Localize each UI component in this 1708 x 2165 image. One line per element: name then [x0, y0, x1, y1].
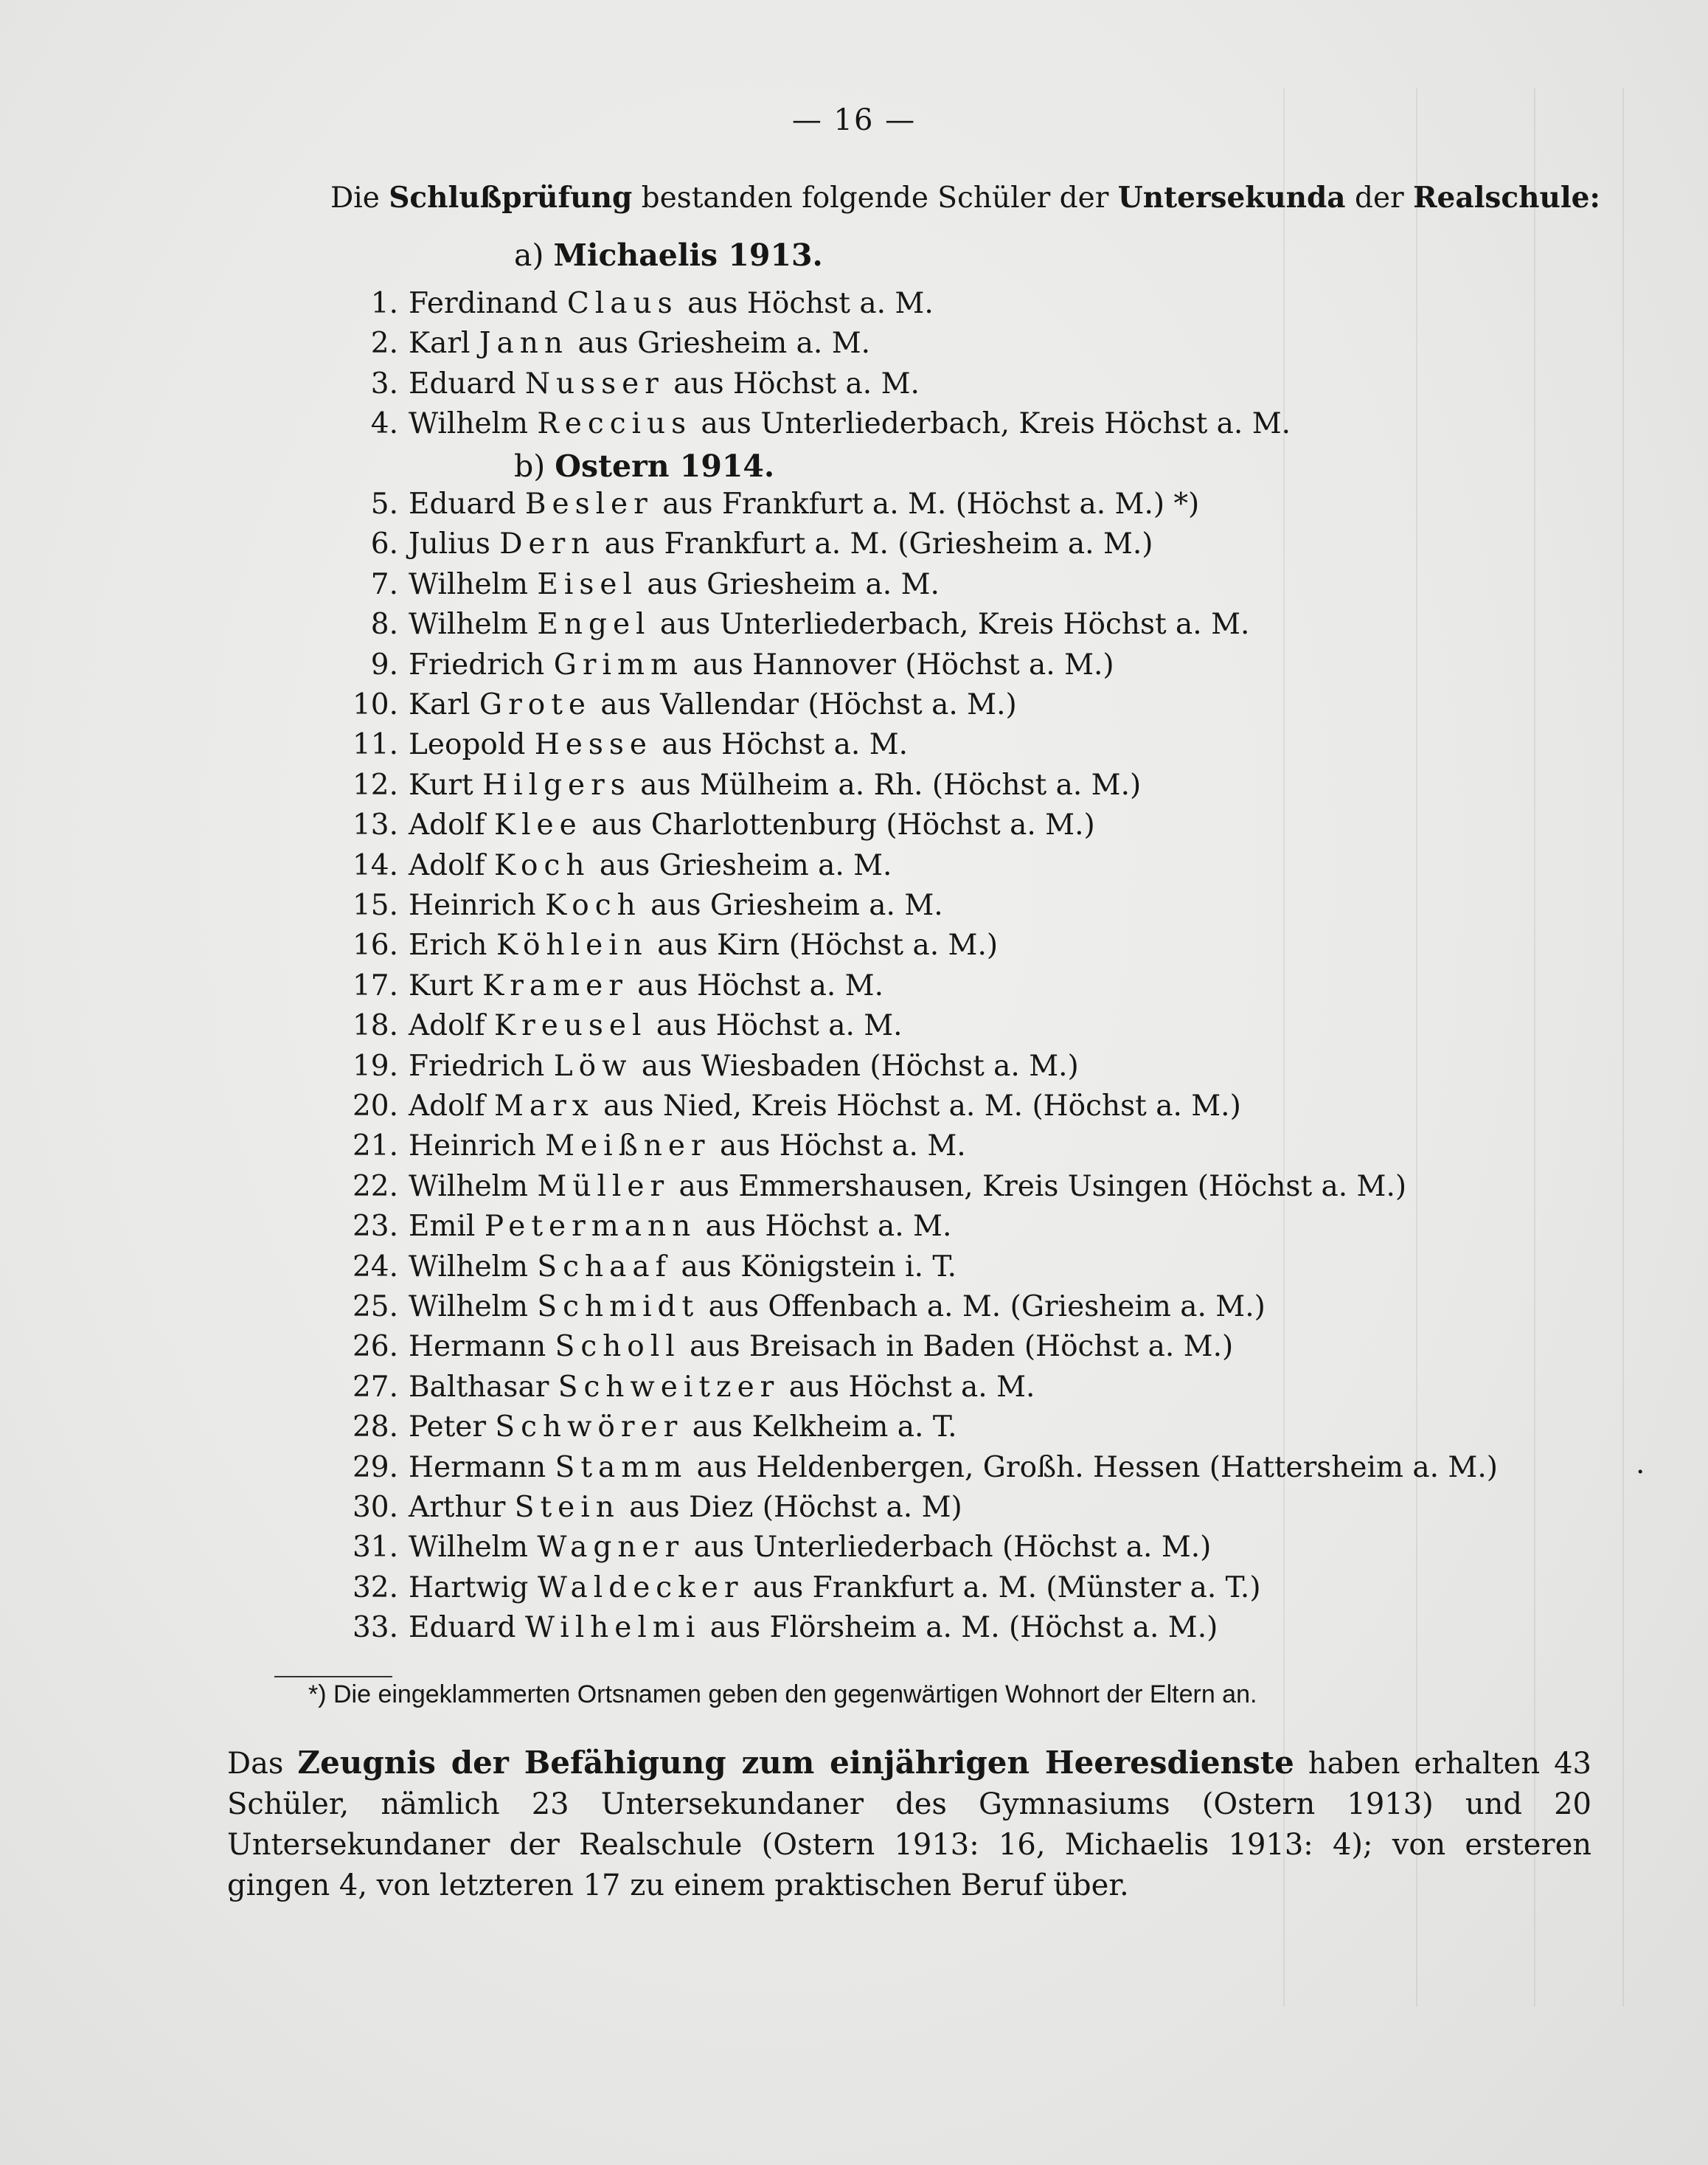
entry-number: 5. — [370, 488, 398, 521]
entry-origin: aus Offenbach a. M. (Griesheim a. M.) — [708, 1290, 1266, 1323]
entry-origin: aus Höchst a. M. — [705, 1210, 952, 1244]
list-item — [330, 1528, 1211, 1568]
entry-origin: aus Unterliederbach (Höchst a. M.) — [693, 1531, 1212, 1565]
footnote: *) Die eingeklammerten Ortsnamen geben den gegenwärtigen Wohnort der Eltern an. — [308, 1680, 1257, 1708]
entry-surname: Hesse — [534, 728, 653, 762]
entry-origin: aus Frankfurt a. M. (Höchst a. M.) *) — [662, 488, 1200, 521]
entry-first-name: Heinrich — [409, 1129, 536, 1163]
entry-origin: aus Hannover (Höchst a. M.) — [692, 648, 1114, 682]
entry-surname: Schweitzer — [558, 1370, 780, 1404]
entry-origin: aus Breisach in Baden (Höchst a. M.) — [690, 1330, 1234, 1364]
list-item — [330, 324, 870, 364]
entry-origin: aus Griesheim a. M. — [577, 327, 871, 361]
list-item — [330, 1327, 1233, 1367]
list-item — [330, 524, 1153, 564]
list-item — [330, 1448, 1498, 1488]
entry-surname: Wilhelmi — [524, 1611, 701, 1645]
entry-surname: Jann — [479, 327, 569, 361]
list-item — [330, 1207, 951, 1247]
list-item — [330, 846, 892, 886]
entry-surname: Schmidt — [537, 1290, 700, 1323]
intro-colon: : — [1589, 181, 1600, 215]
entry-first-name: Wilhelm — [409, 1250, 528, 1284]
entry-number: 9. — [370, 648, 398, 682]
entry-origin: aus Höchst a. M. — [637, 969, 883, 1002]
entry-number: 33. — [352, 1611, 398, 1645]
entry-first-name: Hartwig — [409, 1570, 529, 1604]
entry-number: 31. — [352, 1531, 398, 1565]
entry-number: 20. — [352, 1090, 398, 1123]
entry-origin: aus Flörsheim a. M. (Höchst a. M.) — [709, 1611, 1218, 1645]
list-item — [330, 645, 1114, 685]
list-item — [330, 1047, 1079, 1087]
entry-origin: aus Höchst a. M. — [673, 367, 920, 401]
entry-surname: Schwörer — [495, 1410, 684, 1444]
entry-first-name: Wilhelm — [409, 1531, 528, 1565]
closing-bold-certificate: Zeugnis der Befähigung zum einjährigen Heeresdienste — [297, 1745, 1294, 1781]
entry-surname: Müller — [537, 1169, 670, 1203]
intro-bold-class: Untersekunda — [1117, 181, 1346, 215]
entry-number: 1. — [370, 287, 398, 320]
intro-line — [330, 181, 1599, 215]
entry-number: 7. — [370, 567, 398, 601]
entry-first-name: Friedrich — [409, 1049, 545, 1083]
section-title: Ostern 1914. — [555, 448, 775, 484]
entry-first-name: Balthasar — [409, 1370, 549, 1404]
entry-number: 12. — [352, 768, 398, 802]
entry-first-name: Leopold — [409, 728, 526, 762]
entry-surname: Koch — [493, 848, 591, 882]
entry-number: 29. — [352, 1450, 398, 1484]
entry-first-name: Adolf — [409, 1009, 485, 1043]
entry-number: 10. — [352, 688, 398, 721]
entry-surname: Besler — [524, 488, 653, 521]
entry-first-name: Wilhelm — [409, 567, 528, 601]
entry-origin: aus Mülheim a. Rh. (Höchst a. M.) — [640, 768, 1142, 802]
entry-surname: Stein — [514, 1491, 620, 1524]
entry-number: 26. — [352, 1330, 398, 1364]
entry-origin: aus Griesheim a. M. — [599, 848, 892, 882]
entry-first-name: Erich — [409, 929, 487, 963]
closing-text: Das — [227, 1747, 284, 1781]
entry-surname: Petermann — [484, 1210, 697, 1244]
entry-number: 8. — [370, 608, 398, 642]
entry-surname: Wagner — [537, 1531, 685, 1565]
entry-first-name: Wilhelm — [409, 608, 528, 642]
intro-bold-exam: Schlußprüfung — [389, 181, 633, 215]
entry-number: 30. — [352, 1491, 398, 1524]
entry-surname: Löw — [553, 1049, 633, 1083]
entry-origin: aus Wiesbaden (Höchst a. M.) — [641, 1049, 1079, 1083]
entry-origin: aus Griesheim a. M. — [650, 889, 943, 922]
section-label: b) — [514, 448, 546, 484]
entry-surname: Köhlein — [496, 929, 648, 963]
entry-number: 3. — [370, 367, 398, 401]
entry-number: 18. — [352, 1009, 398, 1043]
list-item — [330, 284, 934, 324]
entry-first-name: Adolf — [409, 1090, 485, 1123]
stray-mark: . — [1636, 1447, 1645, 1480]
entry-surname: Grote — [479, 688, 591, 721]
list-item — [330, 1368, 1035, 1407]
entry-origin: aus Höchst a. M. — [687, 287, 934, 320]
entry-first-name: Heinrich — [409, 889, 536, 922]
entry-number: 11. — [352, 728, 398, 762]
entry-origin: aus Frankfurt a. M. (Münster a. T.) — [752, 1570, 1261, 1604]
entry-surname: Kramer — [482, 969, 628, 1002]
entry-first-name: Karl — [409, 327, 471, 361]
entry-origin: aus Höchst a. M. — [662, 728, 909, 762]
list-item — [330, 605, 1249, 645]
list-item — [330, 565, 940, 605]
entry-origin: aus Höchst a. M. — [656, 1009, 903, 1043]
entry-surname: Grimm — [553, 648, 684, 682]
entry-origin: aus Unterliederbach, Kreis Höchst a. M. — [659, 608, 1250, 642]
entry-first-name: Friedrich — [409, 648, 545, 682]
entry-number: 17. — [352, 969, 398, 1002]
list-item — [330, 806, 1095, 845]
entry-first-name: Hermann — [409, 1450, 546, 1484]
entry-first-name: Adolf — [409, 848, 485, 882]
entry-number: 24. — [352, 1250, 398, 1284]
entry-number: 16. — [352, 929, 398, 963]
entry-surname: Eisel — [537, 567, 638, 601]
entry-origin: aus Höchst a. M. — [719, 1129, 966, 1163]
entry-origin: aus Königstein i. T. — [681, 1250, 957, 1284]
entry-surname: Marx — [493, 1090, 594, 1123]
bleed-through-texture — [1150, 89, 1696, 2006]
entry-origin: aus Heldenbergen, Großh. Hessen (Hattersheim a. M.) — [696, 1450, 1498, 1484]
entry-number: 6. — [370, 527, 398, 561]
entry-number: 25. — [352, 1290, 398, 1323]
entry-number: 13. — [352, 808, 398, 842]
entry-first-name: Eduard — [409, 488, 516, 521]
entry-number: 32. — [352, 1570, 398, 1604]
entry-number: 4. — [370, 407, 398, 441]
entry-surname: Claus — [566, 287, 678, 320]
entry-first-name: Adolf — [409, 808, 485, 842]
entry-origin: aus Nied, Kreis Höchst a. M. (Höchst a. M.) — [603, 1090, 1241, 1123]
entry-first-name: Eduard — [409, 1611, 516, 1645]
entry-surname: Engel — [537, 608, 651, 642]
closing-text: haben erhalten 43 Schüler, nämlich 23 Untersekundaner des Gymnasiums (Ostern 1913) und 20 Untersekundaner der Realschule (Ostern 1913: 16, Michaelis 1913: 4); von ersteren gingen 4, von letzteren 17 zu einem praktischen Beruf über. — [227, 1747, 1591, 1902]
entry-origin: aus Kirn (Höchst a. M.) — [657, 929, 999, 963]
intro-text: bestanden folgende Schüler der — [641, 181, 1109, 215]
entry-first-name: Julius — [409, 527, 490, 561]
entry-origin: aus Unterliederbach, Kreis Höchst a. M. — [701, 407, 1291, 441]
entry-origin: aus Kelkheim a. T. — [692, 1410, 957, 1444]
entry-first-name: Kurt — [409, 768, 473, 802]
list-item — [330, 886, 943, 926]
entry-surname: Reccius — [537, 407, 692, 441]
entry-surname: Hilgers — [482, 768, 631, 802]
entry-first-name: Arthur — [409, 1491, 506, 1524]
list-item — [330, 966, 883, 1006]
entry-origin: aus Höchst a. M. — [788, 1370, 1035, 1404]
entry-surname: Waldecker — [537, 1570, 744, 1604]
closing-paragraph — [227, 1742, 1591, 1906]
entry-first-name: Hermann — [409, 1330, 546, 1364]
entry-first-name: Ferdinand — [409, 287, 558, 320]
entry-number: 2. — [370, 327, 398, 361]
list-item — [330, 1488, 962, 1528]
entry-number: 28. — [352, 1410, 398, 1444]
entry-origin: aus Griesheim a. M. — [647, 567, 940, 601]
list-item — [330, 685, 1017, 725]
list-item — [330, 404, 1291, 444]
section-label: a) — [514, 238, 544, 273]
entry-number: 14. — [352, 848, 398, 882]
list-item — [330, 1087, 1241, 1126]
entry-number: 23. — [352, 1210, 398, 1244]
entry-surname: Nusser — [524, 367, 664, 401]
list-item — [330, 1247, 957, 1287]
entry-first-name: Emil — [409, 1210, 476, 1244]
entry-number: 19. — [352, 1049, 398, 1083]
entry-surname: Schaaf — [537, 1250, 673, 1284]
entry-surname: Kreusel — [493, 1009, 648, 1043]
list-item — [330, 766, 1141, 806]
entry-first-name: Karl — [409, 688, 471, 721]
entry-surname: Klee — [493, 808, 583, 842]
entry-surname: Stamm — [555, 1450, 688, 1484]
list-item — [330, 485, 1199, 524]
entry-first-name: Peter — [409, 1410, 486, 1444]
list-item — [330, 926, 998, 966]
entry-number: 21. — [352, 1129, 398, 1163]
section-heading-ostern — [514, 448, 774, 484]
list-item — [330, 1006, 903, 1046]
list-item — [330, 1126, 966, 1166]
section-title: Michaelis 1913. — [553, 238, 823, 273]
entry-origin: aus Frankfurt a. M. (Griesheim a. M.) — [604, 527, 1153, 561]
entry-number: 15. — [352, 889, 398, 922]
entry-first-name: Wilhelm — [409, 1290, 528, 1323]
entry-first-name: Kurt — [409, 969, 473, 1002]
list-item — [330, 364, 920, 404]
entry-number: 22. — [352, 1169, 398, 1203]
footnote-rule — [274, 1676, 392, 1677]
intro-text: Die — [330, 181, 380, 215]
intro-bold-school: Realschule — [1413, 181, 1590, 215]
section-heading-michaelis — [514, 238, 823, 273]
entry-number: 27. — [352, 1370, 398, 1404]
list-item — [330, 1287, 1266, 1327]
entry-surname: Meißner — [545, 1129, 711, 1163]
entry-first-name: Eduard — [409, 367, 516, 401]
entry-origin: aus Vallendar (Höchst a. M.) — [600, 688, 1017, 721]
list-item — [330, 725, 908, 765]
entry-origin: aus Diez (Höchst a. M) — [629, 1491, 962, 1524]
entry-origin: aus Charlottenburg (Höchst a. M.) — [591, 808, 1095, 842]
page-number: — 16 — — [791, 103, 917, 137]
entry-surname: Scholl — [555, 1330, 681, 1364]
entry-origin: aus Emmershausen, Kreis Usingen (Höchst a. M.) — [678, 1169, 1407, 1203]
entry-surname: Dern — [499, 527, 596, 561]
intro-text: der — [1354, 181, 1404, 215]
list-item — [330, 1568, 1261, 1608]
list-item — [330, 1608, 1218, 1648]
entry-first-name: Wilhelm — [409, 407, 528, 441]
list-item — [330, 1407, 957, 1447]
entry-first-name: Wilhelm — [409, 1169, 528, 1203]
entry-surname: Koch — [545, 889, 642, 922]
list-item — [330, 1167, 1406, 1207]
